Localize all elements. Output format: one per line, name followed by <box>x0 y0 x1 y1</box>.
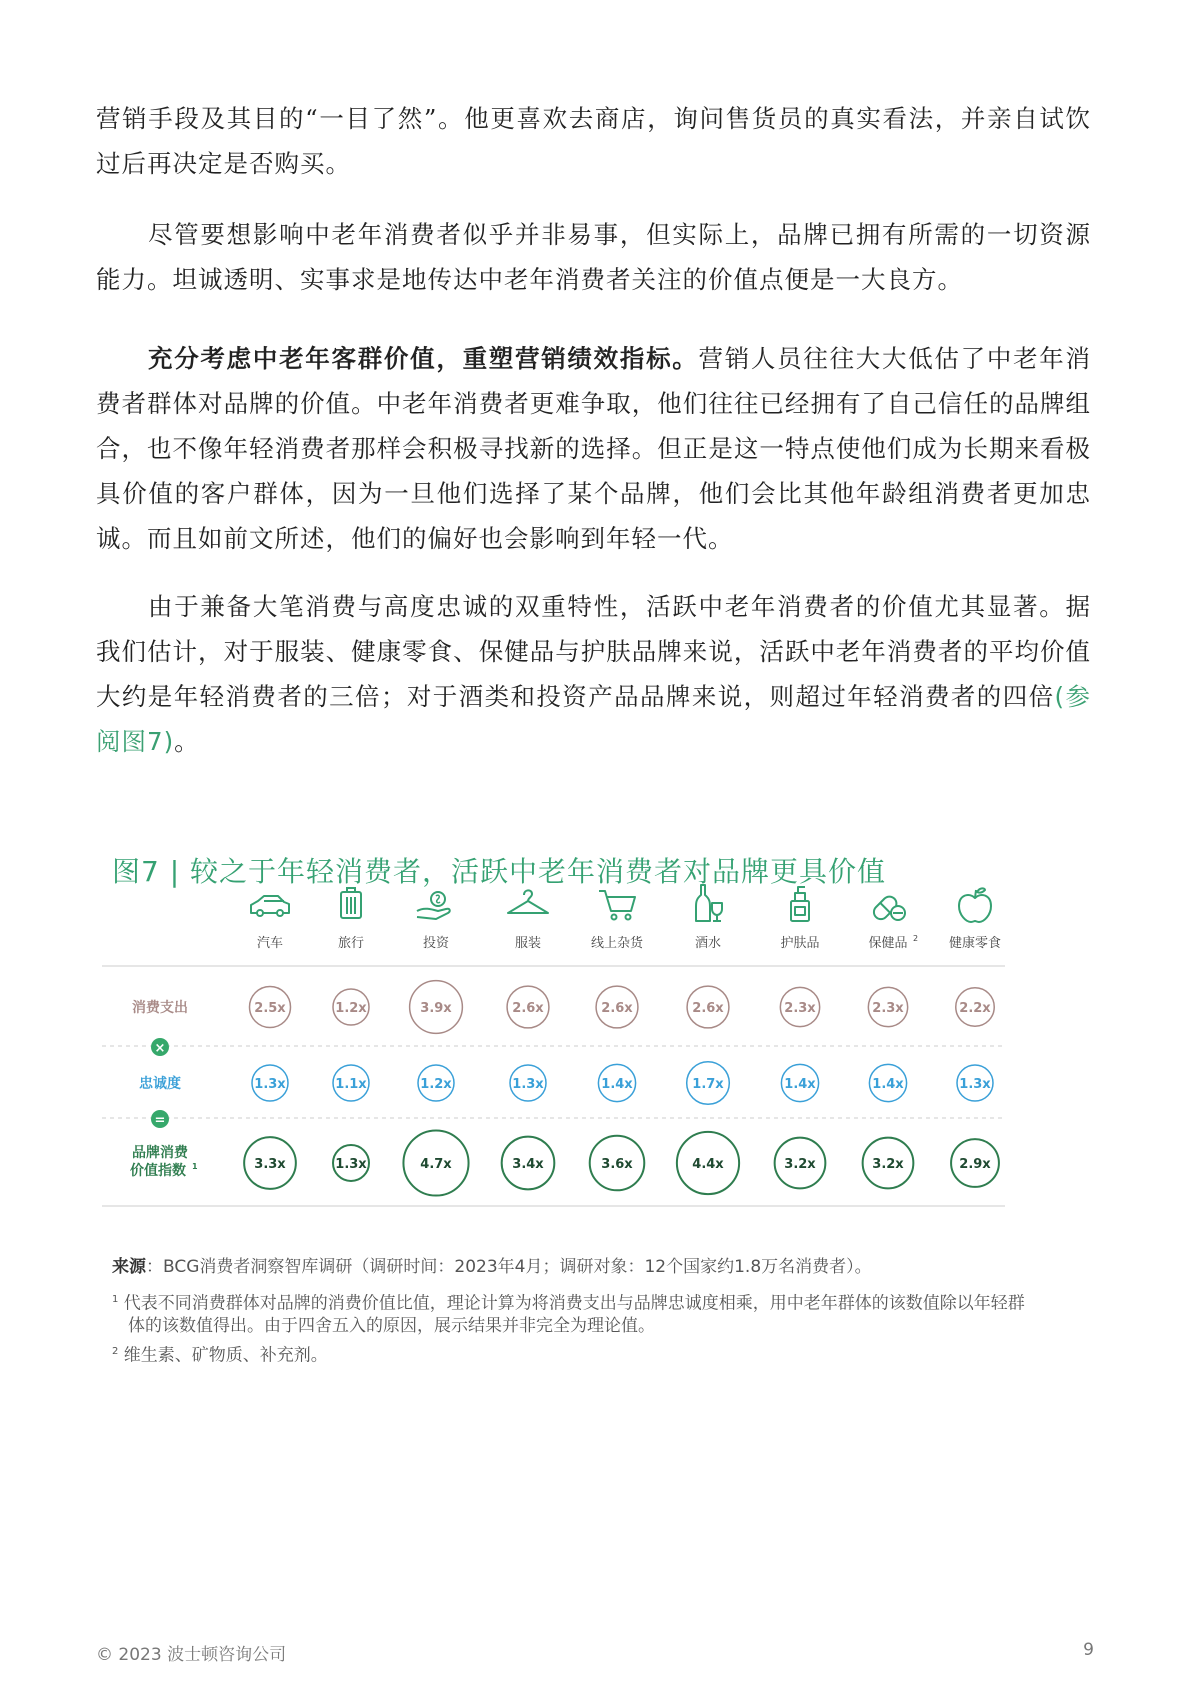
bubble-label-index: 4.7x <box>420 1157 452 1172</box>
row-label-index-line2: 价值指数 <box>130 1163 186 1179</box>
category-label: 投资 <box>422 936 450 951</box>
row-label-index-line1: 品牌消费 <box>132 1145 188 1161</box>
category-label: 酒水 <box>694 936 722 951</box>
paragraph-3 <box>96 336 1091 561</box>
equals-operator: = <box>154 1113 166 1128</box>
bubble-label-index: 1.3x <box>335 1157 367 1172</box>
bubble-label-index: 4.4x <box>692 1157 724 1172</box>
footer-copyright: © 2023 波士顿咨询公司 <box>96 1645 287 1665</box>
bubble-label-index: 3.6x <box>601 1157 633 1172</box>
category-label: 健康零食 <box>948 936 1002 951</box>
value-bubbles <box>244 981 999 1196</box>
bubble-label-spend: 2.6x <box>692 1001 724 1016</box>
paragraph-3-lead: 充分考虑中老年客群价值，重塑营销绩效指标。 <box>148 344 699 373</box>
bubble-label-loyalty: 1.4x <box>872 1077 904 1092</box>
category-label: 线上杂货 <box>590 936 644 951</box>
car-icon <box>251 896 289 916</box>
paragraph-4-end: 。 <box>174 727 200 756</box>
category-label: 护肤品 <box>780 936 820 951</box>
paragraph-4 <box>96 584 1091 764</box>
figure-reference-link[interactable]: (参阅图7) <box>96 682 1091 756</box>
pill-icon <box>871 894 905 922</box>
row-labels <box>130 999 198 1179</box>
bubble-label-index: 3.2x <box>784 1157 816 1172</box>
figure-title: 图7 | 较之于年轻消费者，活跃中老年消费者对品牌更具价值 <box>112 855 887 888</box>
cart-icon <box>599 891 635 920</box>
page-number: 9 <box>1083 1640 1094 1660</box>
bubble-label-index: 3.4x <box>512 1157 544 1172</box>
source-note <box>112 1256 1087 1278</box>
bubble-label-spend: 2.5x <box>254 1001 286 1016</box>
bubble-label-index: 3.3x <box>254 1157 286 1172</box>
bubble-label-spend: 2.3x <box>784 1001 816 1016</box>
paragraph-2: 尽管要想影响中老年消费者似乎并非易事，但实际上，品牌已拥有所需的一切资源能力。坦诚透明、实事求是地传达中老年消费者关注的价值点便是一大良方。 <box>96 220 1091 294</box>
bubble-label-spend: 2.3x <box>872 1001 904 1016</box>
bubble-label-loyalty: 1.3x <box>512 1077 544 1092</box>
bubble-label-index: 3.2x <box>872 1157 904 1172</box>
bubble-label-spend: 3.9x <box>420 1001 452 1016</box>
apple-icon <box>959 888 991 922</box>
category-labels <box>257 934 1001 951</box>
bubble-label-loyalty: 1.3x <box>959 1077 991 1092</box>
footnote-2-text: 维生素、矿物质、补充剂。 <box>123 1345 328 1366</box>
category-label: 服装 <box>514 936 542 951</box>
paragraph-4-body: 由于兼备大笔消费与高度忠诚的双重特性，活跃中老年消费者的价值尤其显著。据我们估计，对于服装、健康零食、保健品与护肤品牌来说，活跃中老年消费者的平均价值大约是年轻消费者的三倍；对于酒类和投资产品品牌来说，则超过年轻消费者的四倍 <box>96 592 1091 711</box>
multiply-operator: × <box>154 1041 166 1056</box>
category-footnote-mark: 2 <box>913 934 919 943</box>
row-label-index-sup: 1 <box>192 1162 198 1171</box>
paragraph-3-body: 营销人员往往大大低估了中老年消费者群体对品牌的价值。中老年消费者更难争取，他们往往已经拥有了自己信任的品牌组合，也不像年轻消费者那样会积极寻找新的选择。但正是这一特点使他们成为长期来看极具价值的客户群体，因为一旦他们选择了某个品牌，他们会比其他年龄组消费者更加忠诚。而且如前文所述，他们的偏好也会影响到年轻一代。 <box>96 344 1091 553</box>
footnote-1-mark: 1 <box>112 1294 119 1305</box>
footnote-2 <box>112 1341 1087 1367</box>
row-label-spend: 消费支出 <box>132 1000 188 1016</box>
bubble-label-spend: 1.2x <box>335 1001 367 1016</box>
row-label-loyalty: 忠诚度 <box>139 1076 181 1092</box>
skincare-bottle-icon <box>791 887 809 921</box>
category-label: 旅行 <box>337 936 365 951</box>
paragraph-1: 营销手段及其目的“一目了然”。他更喜欢去商店，询问售货员的真实看法，并亲自试饮过后再决定是否购买。 <box>96 104 1091 178</box>
hanger-icon <box>508 890 548 913</box>
bubble-label-loyalty: 1.7x <box>692 1077 724 1092</box>
source-label: 来源 <box>112 1257 146 1277</box>
bubble-label-index: 2.9x <box>959 1157 991 1172</box>
bubble-label-spend: 2.2x <box>959 1001 991 1016</box>
money-hand-icon <box>417 892 450 919</box>
bubble-label-spend: 2.6x <box>601 1001 633 1016</box>
footnote-1-text: 代表不同消费群体对品牌的消费价值比值，理论计算为将消费支出与品牌忠诚度相乘，用中老年群体的该数值除以年轻群体的该数值得出。由于四舍五入的原因，展示结果并非完全为理论值。 <box>123 1293 1025 1336</box>
bubble-label-spend: 2.6x <box>512 1001 544 1016</box>
category-icons <box>251 885 991 922</box>
footnote-2-mark: 2 <box>112 1346 119 1357</box>
category-label: 保健品 <box>868 936 908 951</box>
footnote-1 <box>112 1289 1028 1337</box>
bubble-label-loyalty: 1.4x <box>601 1077 633 1092</box>
wine-icon <box>696 885 722 921</box>
bubble-label-loyalty: 1.4x <box>784 1077 816 1092</box>
bubble-label-loyalty: 1.2x <box>420 1077 452 1092</box>
category-label: 汽车 <box>256 936 284 951</box>
luggage-icon <box>341 888 361 918</box>
source-text: ：BCG消费者洞察智库调研（调研时间：2023年4月；调研对象：12个国家约1.8万名消费者）。 <box>146 1257 872 1277</box>
bubble-label-loyalty: 1.1x <box>335 1077 367 1092</box>
bubble-label-loyalty: 1.3x <box>254 1077 286 1092</box>
